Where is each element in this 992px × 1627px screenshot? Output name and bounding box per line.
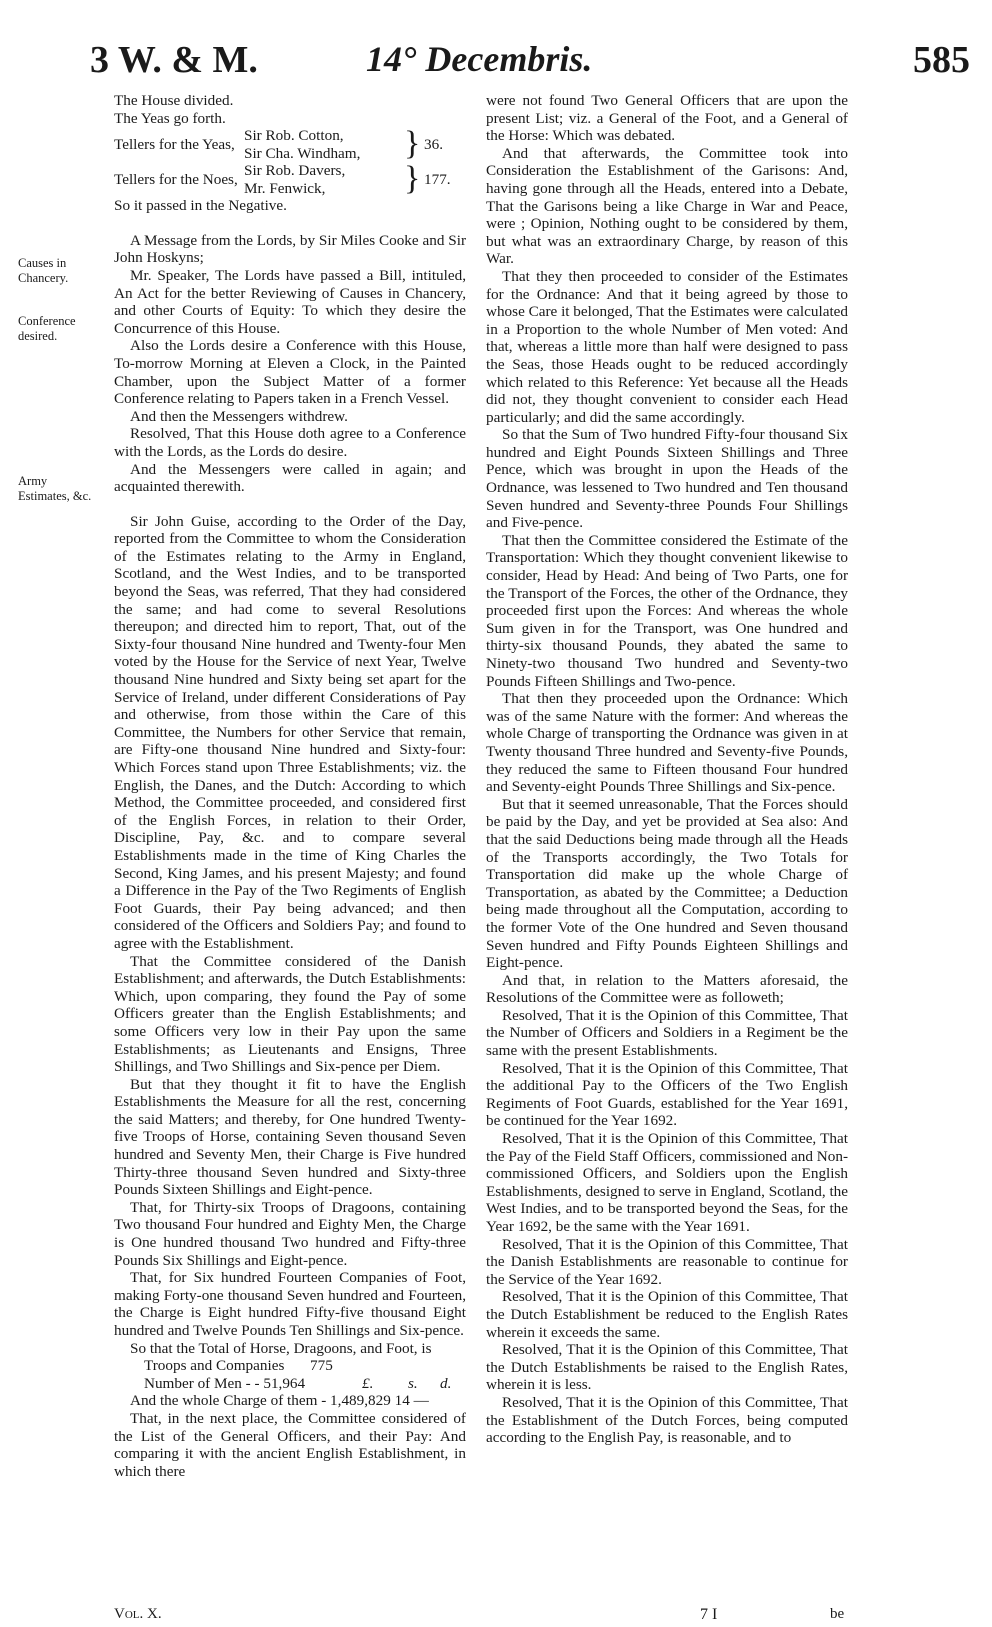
right-paragraph: were not found Two General Officers that are upon the present List; viz. a General of the Foot, and a General of the Horse: Which was debated. bbox=[486, 92, 848, 145]
resolution-paragraph: Resolved, That it is the Opinion of this Committee, That the additional Pay to the Officers of the Two English Regiments of Foot Guards, established for the Year 1691, be continued for the Year 1692. bbox=[486, 1059, 848, 1130]
currency-pence: d. bbox=[440, 1374, 452, 1392]
margin-note-conference-desired: Conference desired. bbox=[18, 314, 76, 343]
noes-teller-2: Mr. Fenwick, bbox=[244, 179, 326, 197]
noes-label: Tellers for the Noes, bbox=[114, 171, 238, 189]
yeas-go-forth: The Yeas go forth. bbox=[114, 109, 226, 127]
resolution-paragraph: Resolved, That it is the Opinion of this Committee, That the Dutch Establishment be reduced to the English Rates wherein it exceeds the same. bbox=[486, 1288, 848, 1341]
message-paragraph: A Message from the Lords, by Sir Miles Cooke and Sir John Hoskyns; bbox=[114, 231, 466, 267]
running-head-date: 14° Decembris. bbox=[366, 39, 593, 79]
catchword: be bbox=[830, 1606, 845, 1622]
right-paragraph: And that, in relation to the Matters aforesaid, the Resolutions of the Committee were as followeth; bbox=[486, 971, 848, 1007]
noes-teller-1: Sir Rob. Davers, bbox=[244, 162, 346, 180]
yeas-names bbox=[244, 127, 360, 162]
right-paragraph: And that afterwards, the Committee took into Consideration the Establishment of the Garisons: And, having gone through all the Heads, entered into a Debate, That the Garisons being a like Charge in War and Peace, were ; Opinion, Nothing ought to be considered by them, but what was an extraordinary Charge, by reason of this War. bbox=[486, 144, 848, 268]
report-paragraph: Sir John Guise, according to the Order of the Day, reported from the Committee to whom the Consideration of the Estimates relating to the Army in England, Scotland, and the West Indies, and to be transported beyond the Seas, was referred, That they had considered the same; and had come to several Resolutions thereupon; and directed him to report, That, out of the Sixty-four thousand Nine hundred and Twenty-four Men voted by the House for the Service of next Year, Twelve thousand Nine hundred and Sixty being set apart for the Service of Ireland, under different Considerations of Pay and otherwise, from those within the Care of this Committee, the Numbers for other Service that remain, are Fifty-one thousand Nine hundred and Sixty-four: Which Forces stand upon Three Establishments; viz. the English, the Danes, and the Dutch: According to which Method, the Committee proceeded, and considered first of the English Forces, in relation to their Order, Discipline, Pay, &c. and to compare several Establishments made in the time of King Charles the Second, King James, and his present Majesty; and found a Difference in the Pay of the Two Regiments of English Foot Guards, their Pay being advanced; and then considered of the Officers and Soldiers Pay; and found to agree with the Establishment. bbox=[114, 512, 466, 952]
noes-names bbox=[244, 162, 345, 197]
closing-paragraph: That, in the next place, the Committee considered of the List of the General Officers, and their Pay: And comparing it with the ancient English Establishment, in which there bbox=[114, 1409, 466, 1480]
right-paragraph: That then the Committee considered the Estimate of the Transportation: Which they thought convenient likewise to consider, Head by Head: And being of Two Parts, one for the Transport of the Forces, the other of the Ordnance, they proceeded first upon the Forces: And whereas the whole Sum given in for the Transport, was One hundred and thirty-six thousand Pounds, they abated the same to Ninety-two thousand Two hundred and Seventy-two Pounds Fifteen Shillings and Two-pence. bbox=[486, 531, 848, 690]
currency-pounds: £. bbox=[362, 1374, 374, 1392]
yeas-label: Tellers for the Yeas, bbox=[114, 136, 235, 154]
report-paragraph: So that the Total of Horse, Dragoons, and Foot, is bbox=[130, 1339, 432, 1357]
right-paragraph: That then they proceeded upon the Ordnance: Which was of the same Nature with the former: And whereas the whole Charge of transporting the Ordnance was given in at Twenty thousand Three hundred and Seventy-five Pounds, they reduced the same to Fifteen thousand Four hundred and Seventy-eight Pounds Three Shillings and Six-pence. bbox=[486, 690, 848, 796]
message-paragraph: Also the Lords desire a Conference with this House, To-morrow Morning at Eleven a Clock, in the Painted Chamber, upon the Subject Matter of a former Conference relating to Papers taken in a French Vessel. bbox=[114, 337, 466, 408]
left-column bbox=[114, 92, 466, 1480]
yeas-teller-2: Sir Cha. Windham, bbox=[244, 144, 361, 162]
report-paragraph: That, for Six hundred Fourteen Companies of Foot, making Forty-one thousand Seven hundred and Fourteen, the Charge is Eight hundred Fifty-five thousand Eight hundred and Twelve Pounds Ten Shillings and Six-pence. bbox=[114, 1269, 466, 1339]
message-paragraph: Mr. Speaker, The Lords have passed a Bill, intituled, An Act for the better Reviewing of Causes in Chancery, and other Courts of Equity: To which they desire the Concurrence of this House. bbox=[114, 266, 466, 337]
message-paragraph: Resolved, That this House doth agree to a Conference with the Lords, as the Lords do desire. bbox=[114, 425, 466, 460]
resolution-paragraph: Resolved, That it is the Opinion of this Committee, That the Pay of the Field Staff Officers, commissioned and Non-commissioned Officers, and Soldiers upon the English Establishments, designed to serve in England, Scotland, the West Indies, and to be transported beyond the Seas, for the Year 1692, be the same with the Year 1691. bbox=[486, 1130, 848, 1235]
report-paragraph: That, for Thirty-six Troops of Dragoons, containing Two thousand Four hundred and Eighty Men, the Charge is One hundred thousand Two hundred and Fifty-three Pounds Six Shillings and Eight-pence. bbox=[114, 1198, 466, 1269]
currency-shillings: s. bbox=[408, 1374, 418, 1392]
right-paragraph: But that it seemed unreasonable, That the Forces should be paid by the Day, and yet be provided at Sea also: And that the said Deductions being made through all the Heads of the Transports accordingly, the Two Totals for Transportation did make up the whole Charge of Transportation, as abated by the Committee; a Deduction being made throughout all the Computation, according to the former Vote of the One hundred and Seven thousand Seven hundred and Fifty Pounds Eighteen Shillings and Eight-pence. bbox=[486, 795, 848, 972]
message-paragraph: And then the Messengers withdrew. bbox=[130, 407, 348, 425]
volume-mark: Vol. X. bbox=[114, 1606, 162, 1622]
charge-row: And the whole Charge of them - 1,489,829 14 — bbox=[130, 1392, 429, 1410]
yeas-brace: } bbox=[404, 125, 421, 163]
resolution-paragraph: Resolved, That it is the Opinion of this Committee, That the Number of Officers and Soldiers in a Regiment be the same with the present Establishments. bbox=[486, 1006, 848, 1060]
yeas-tellers bbox=[114, 127, 466, 162]
troops-value: 775 bbox=[310, 1357, 333, 1375]
resolution-paragraph: Resolved, That it is the Opinion of this Committee, That the Establishment of the Dutch Forces, being computed according to the English Pay, is reasonable, and to bbox=[486, 1393, 848, 1447]
report-paragraph: That the Committee considered of the Danish Establishment; and afterwards, the Dutch Establishments: Which, upon comparing, they found the Pay of some Officers greater than the English Establishments; and some Officers very low in their Pay upon the same Establishments; as Lieutenants and Ensigns, Three Shillings, and Two Shillings and Six-pence per Diem. bbox=[114, 952, 466, 1076]
division-line: The House divided. bbox=[114, 92, 234, 109]
report-paragraph: But that they thought it fit to have the English Establishments the Measure for all the rest, concerning the said Matters; and thereby, for One hundred Twenty-five Troops of Horse, containing Seven thousand Seven hundred and Seventy Men, their Charge is Five hundred Thirty-three thousand Seven hundred and Sixty-three Pounds Sixteen Shillings and Eight-pence. bbox=[114, 1075, 466, 1199]
noes-count: 177. bbox=[424, 171, 451, 189]
troops-row bbox=[114, 1357, 466, 1375]
right-column bbox=[486, 92, 848, 1447]
message-paragraph: And the Messengers were called in again; and acquainted therewith. bbox=[114, 460, 466, 496]
right-paragraph: So that the Sum of Two hundred Fifty-four thousand Six hundred and Eight Pounds Sixteen Shillings and Three Pence, which was brought in upon the Heads of the Ordnance, was lessened to Two hundred and Ten thousand Seven hundred and Seventy-three Pounds Four Shillings and Five-pence. bbox=[486, 426, 848, 532]
troops-label: Troops and Companies bbox=[144, 1357, 285, 1375]
running-head-regnal-year: 3 W. & M. bbox=[90, 39, 258, 81]
yeas-count: 36. bbox=[424, 136, 443, 154]
page-header bbox=[90, 38, 970, 98]
page-number: 585 bbox=[913, 39, 970, 81]
yeas-teller-1: Sir Rob. Cotton, bbox=[244, 127, 344, 145]
right-paragraph: That they then proceeded to consider of the Estimates for the Ordnance: And that it being agreed by those to whose Care it belonged, That the Estimates were calculated in a Proportion to the whole Number of Men voted: And that, whereas a little more than half were designed to pass the Seas, those Heads ought to be reduced accordingly which related to this Reference: Yet because all the Heads did not, they thought convenient to consider each Head particularly; and did the same accordingly. bbox=[486, 267, 848, 426]
resolution-paragraph: Resolved, That it is the Opinion of this Committee, That the Danish Establishments are reasonable to continue for the Service of the Year 1692. bbox=[486, 1235, 848, 1288]
men-row bbox=[114, 1375, 466, 1393]
signature-mark: 7 I bbox=[700, 1606, 718, 1623]
margin-note-causes-in-chancery: Causes in Chancery. bbox=[18, 256, 69, 285]
noes-brace: } bbox=[404, 160, 421, 198]
division-result: So it passed in the Negative. bbox=[114, 197, 287, 215]
margin-note-army-estimates: Army Estimates, &c. bbox=[18, 474, 92, 503]
resolution-paragraph: Resolved, That it is the Opinion of this Committee, That the Dutch Establishments be raised to the English Rates, wherein it is less. bbox=[486, 1341, 848, 1394]
noes-tellers bbox=[114, 162, 466, 197]
men-label: Number of Men - - 51,964 bbox=[144, 1374, 306, 1392]
